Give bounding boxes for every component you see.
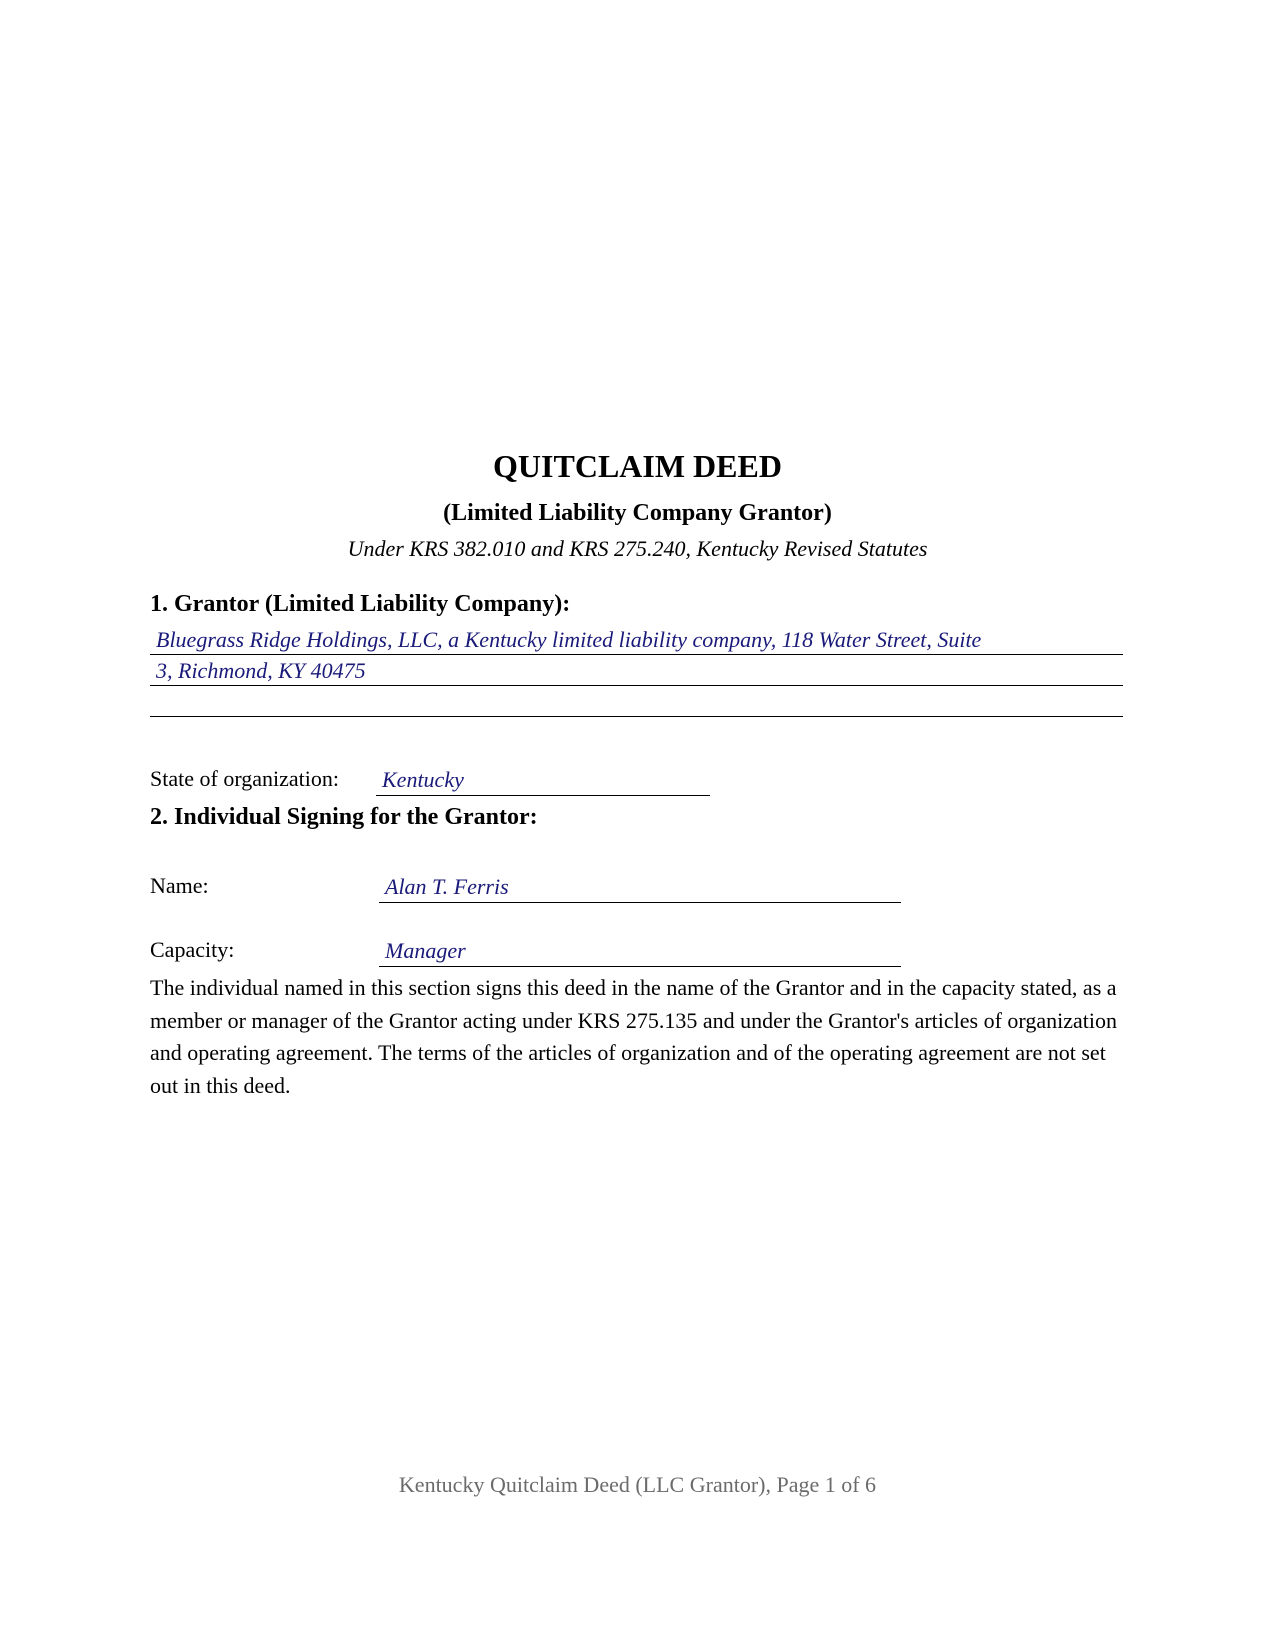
state-of-organization-value: Kentucky [382,767,464,792]
section-2-heading: 2. Individual Signing for the Grantor: [150,804,538,830]
signing-authority-paragraph: The individual named in this section signs this deed in the name of the Grantor and in the capacity stated, as a member or manager of the Grantor acting under KRS 275.135 and under the Grantor's articles of organization and operating agreement. The terms of the articles of organization and of the operating agreement are not set out in this deed. [150,975,1117,1098]
name-field[interactable] [379,872,901,903]
capacity-field[interactable] [379,936,901,967]
capacity-value: Manager [385,938,466,963]
state-of-organization-field[interactable] [376,765,710,796]
statute-reference: Under KRS 382.010 and KRS 275.240, Kentucky Revised Statutes [347,536,928,561]
grantor-line-1[interactable] [150,624,1123,655]
grantor-line-2[interactable] [150,655,1123,686]
state-of-organization-label: State of organization: [150,766,339,791]
page-footer: Kentucky Quitclaim Deed (LLC Grantor), Page 1 of 6 [398,1472,877,1497]
section-1-heading: 1. Grantor (Limited Liability Company): [150,591,571,617]
document-subtitle: (Limited Liability Company Grantor) [443,500,832,526]
document-title: QUITCLAIM DEED [493,448,782,484]
capacity-label: Capacity: [150,937,235,962]
grantor-line-2-text: 3, Richmond, KY 40475 [156,658,366,683]
name-label: Name: [150,873,209,898]
name-value: Alan T. Ferris [385,874,509,899]
grantor-line-1-text: Bluegrass Ridge Holdings, LLC, a Kentucky limited liability company, 118 Water Street, Suite [156,627,982,652]
grantor-line-3[interactable] [150,686,1123,717]
